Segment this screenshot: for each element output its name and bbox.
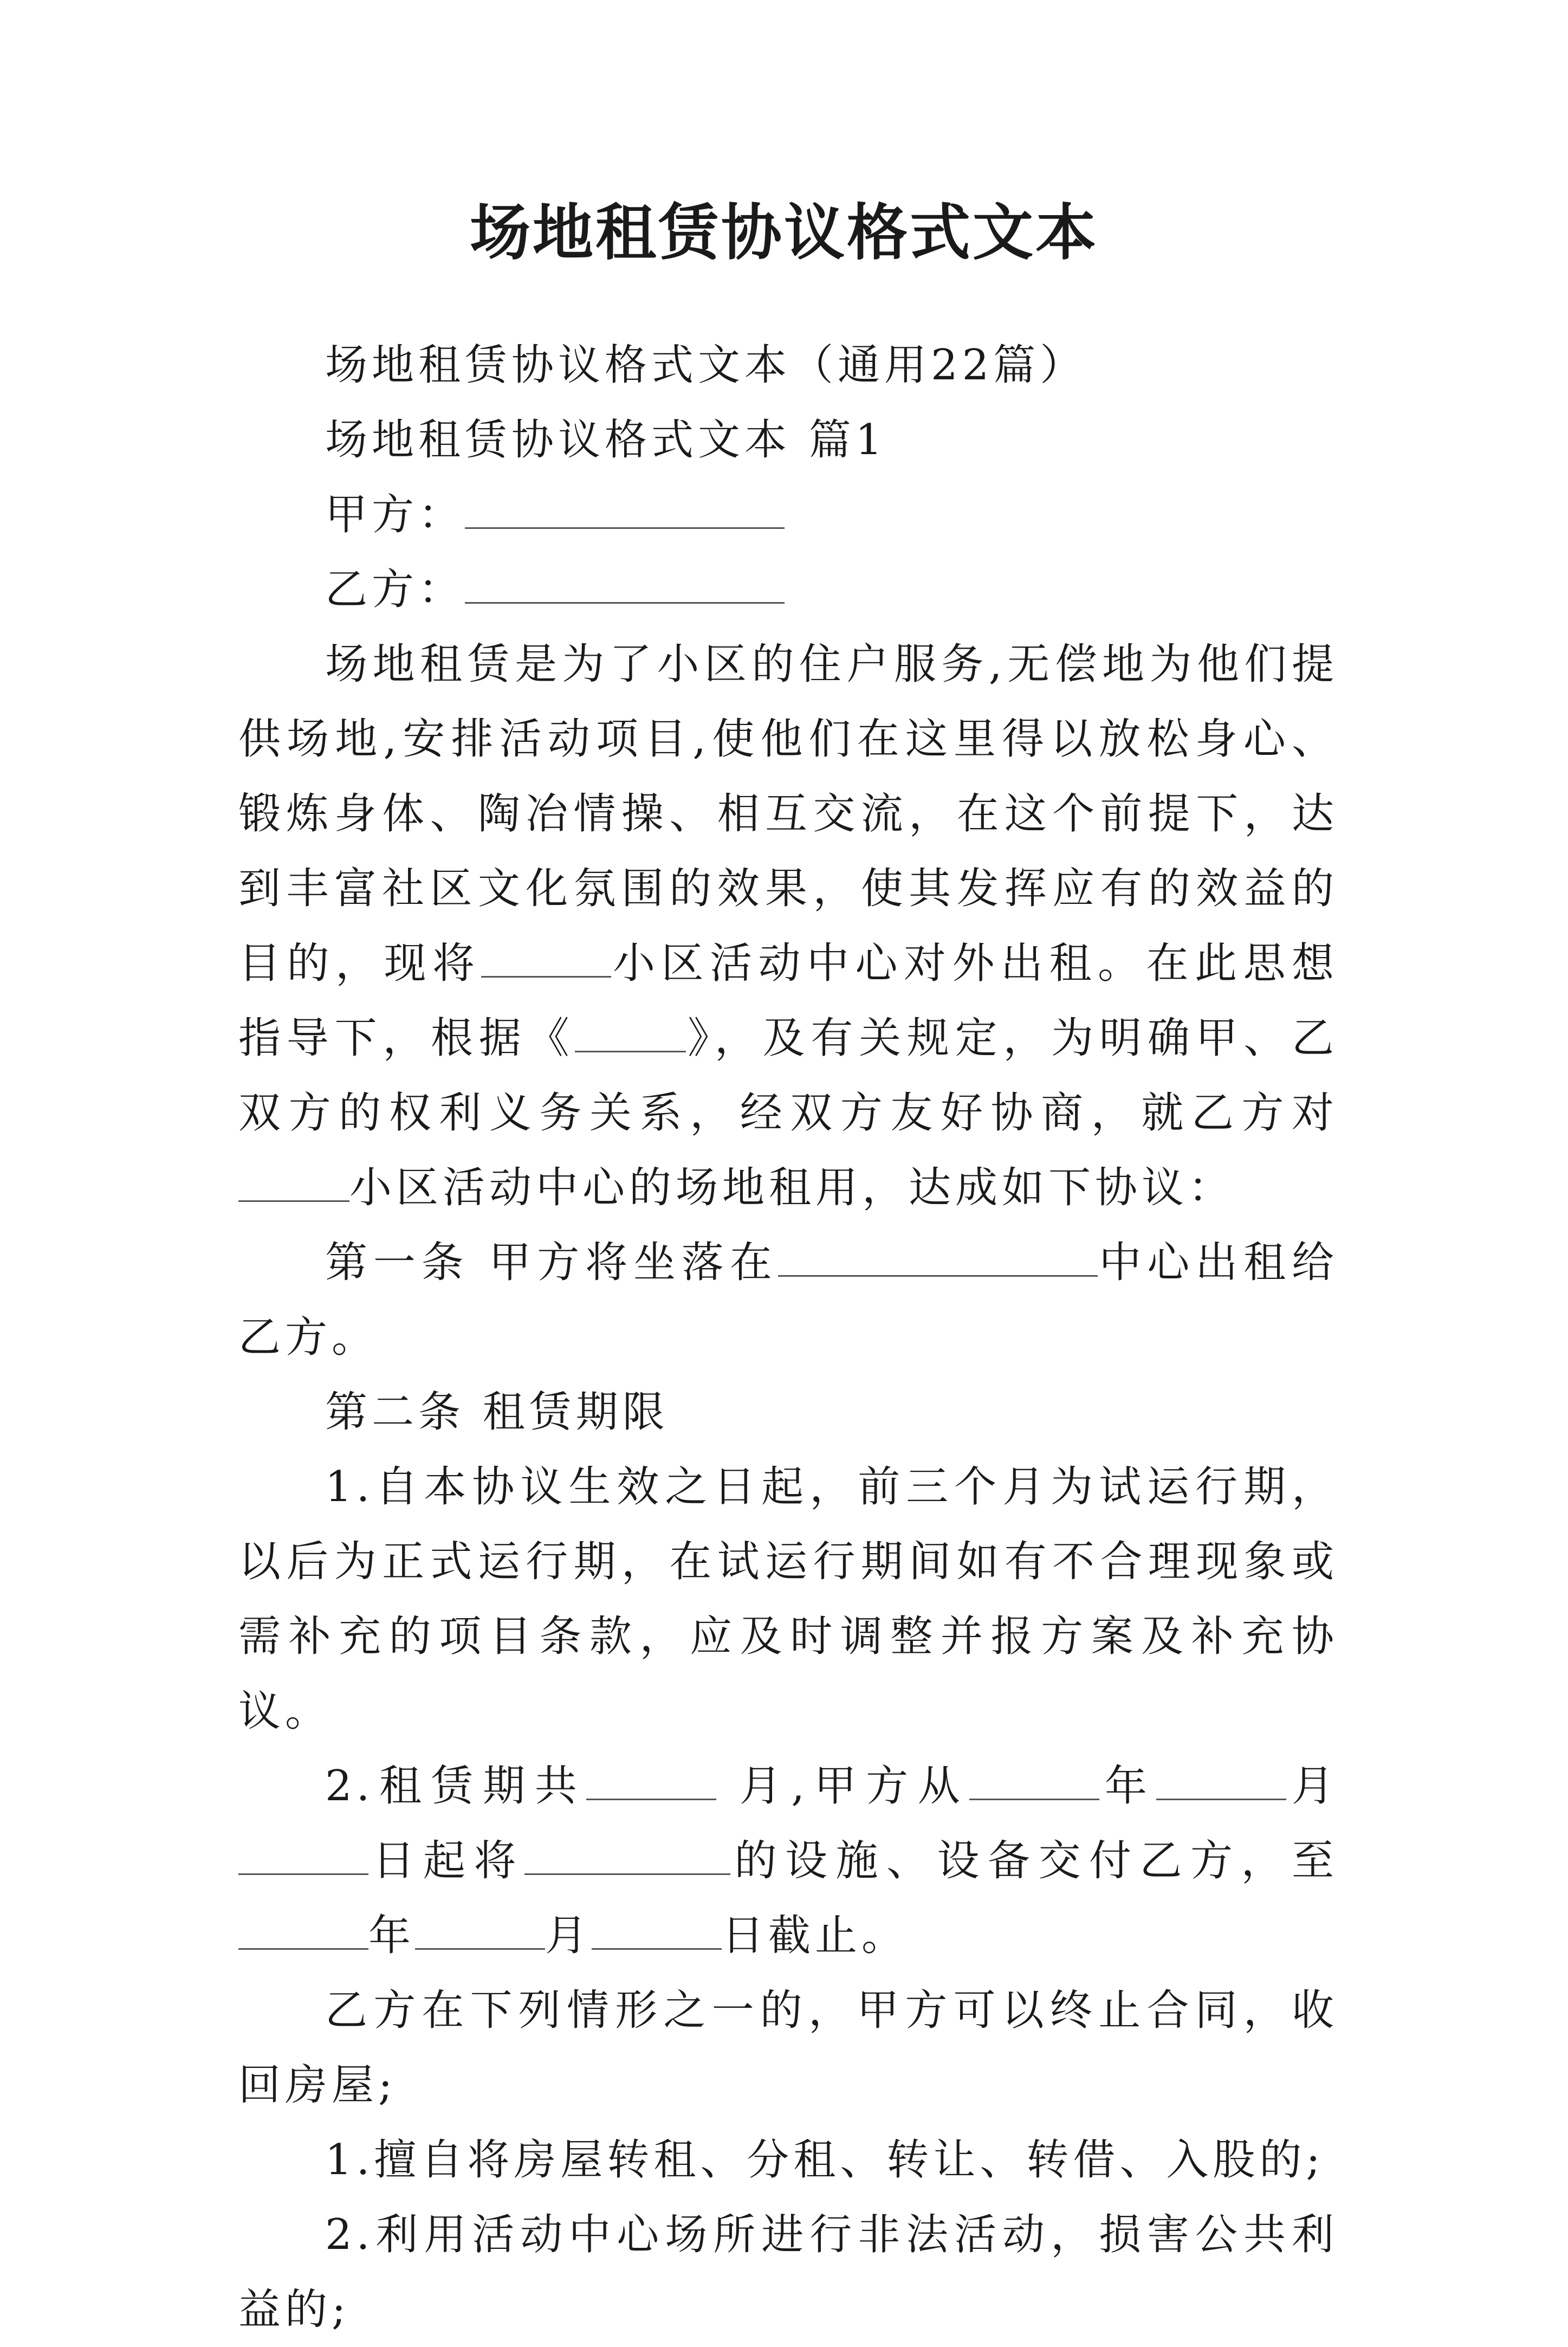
facility-blank — [524, 1835, 730, 1875]
lease-item-1: 1.自本协议生效之日起，前三个月为试运行期，以后为正式运行期，在试运行期间如有不合理现象或需补充的项目条款，应及时调整并报方案及补充协议。 — [238, 1463, 1338, 1736]
termination-item-2: 2.利用活动中心场所进行非法活动，损害公共利益的; — [238, 2210, 1338, 2334]
intro-text-1: 场地租赁是为了小区的住户服务,无偿地为他们提供场地,安排活动项目,使他们在这里得以放松身心、锻炼身体、陶冶情操、相互交流，在这个前提下，达到丰富社区文化氛围的效果，使其发挥应有的效益的目的，现将 — [238, 640, 1338, 988]
lease-item-2-d: 月 — [1286, 1762, 1338, 1811]
lease-item-2-g: 年 — [368, 1911, 416, 1960]
intro-text-4: 小区活动中心的场地租用，达成如下协议： — [349, 1163, 1235, 1212]
party-a-line — [238, 477, 1338, 552]
party-b-blank — [465, 564, 785, 604]
start-day-blank — [238, 1835, 368, 1875]
article-2-heading: 第二条 租赁期限 — [325, 1388, 669, 1437]
intro-paragraph — [238, 627, 1338, 1225]
lease-item-2-i: 日截止。 — [722, 1911, 909, 1960]
intro-text-2: 小区活动中心对外出租。在此思想指导下，根据《 — [238, 939, 1338, 1063]
end-month-blank — [415, 1910, 545, 1950]
end-year-blank — [238, 1910, 368, 1950]
lease-item-2-h: 月 — [545, 1911, 592, 1960]
intro-text-3: 》，及有关规定，为明确甲、乙双方的权利义务关系，经双方友好协商，就乙方对 — [238, 1014, 1338, 1137]
article-1-text-a: 第一条 甲方将坐落在 — [325, 1238, 778, 1287]
lease-item-2-f: 的设施、设备交付乙方，至 — [730, 1837, 1338, 1885]
subtitle: 场地租赁协议格式文本（通用22篇） — [325, 341, 1087, 390]
document-body — [238, 328, 1338, 2347]
lease-item-2-a: 2.租赁期共 — [325, 1762, 587, 1811]
document-title: 场地租赁协议格式文本 — [470, 197, 1098, 268]
lease-item-2 — [238, 1749, 1338, 1973]
section-heading: 场地租赁协议格式文本 篇1 — [325, 416, 887, 464]
end-day-blank — [592, 1910, 722, 1950]
party-b-line — [238, 552, 1338, 627]
termination-item-1: 1.擅自将房屋转租、分租、转让、转借、入股的; — [325, 2136, 1325, 2184]
community-name-blank-2 — [238, 1162, 349, 1202]
termination-intro: 乙方在下列情形之一的，甲方可以终止合同，收回房屋; — [238, 1986, 1338, 2110]
article-1-text-b: 中心出租给乙方。 — [238, 1238, 1338, 1362]
community-name-blank — [481, 938, 611, 978]
party-a-label: 甲方： — [325, 490, 465, 539]
location-blank — [778, 1237, 1098, 1277]
party-b-label: 乙方： — [325, 565, 465, 614]
months-blank — [586, 1761, 716, 1800]
lease-item-2-b: 月,甲方从 — [716, 1762, 970, 1811]
lease-item-2-e: 日起将 — [368, 1837, 524, 1885]
start-year-blank — [969, 1761, 1099, 1800]
lease-item-2-c: 年 — [1099, 1762, 1157, 1811]
law-name-blank — [575, 1013, 686, 1052]
start-month-blank — [1156, 1761, 1286, 1800]
party-a-blank — [465, 489, 785, 529]
article-1 — [238, 1225, 1338, 1375]
